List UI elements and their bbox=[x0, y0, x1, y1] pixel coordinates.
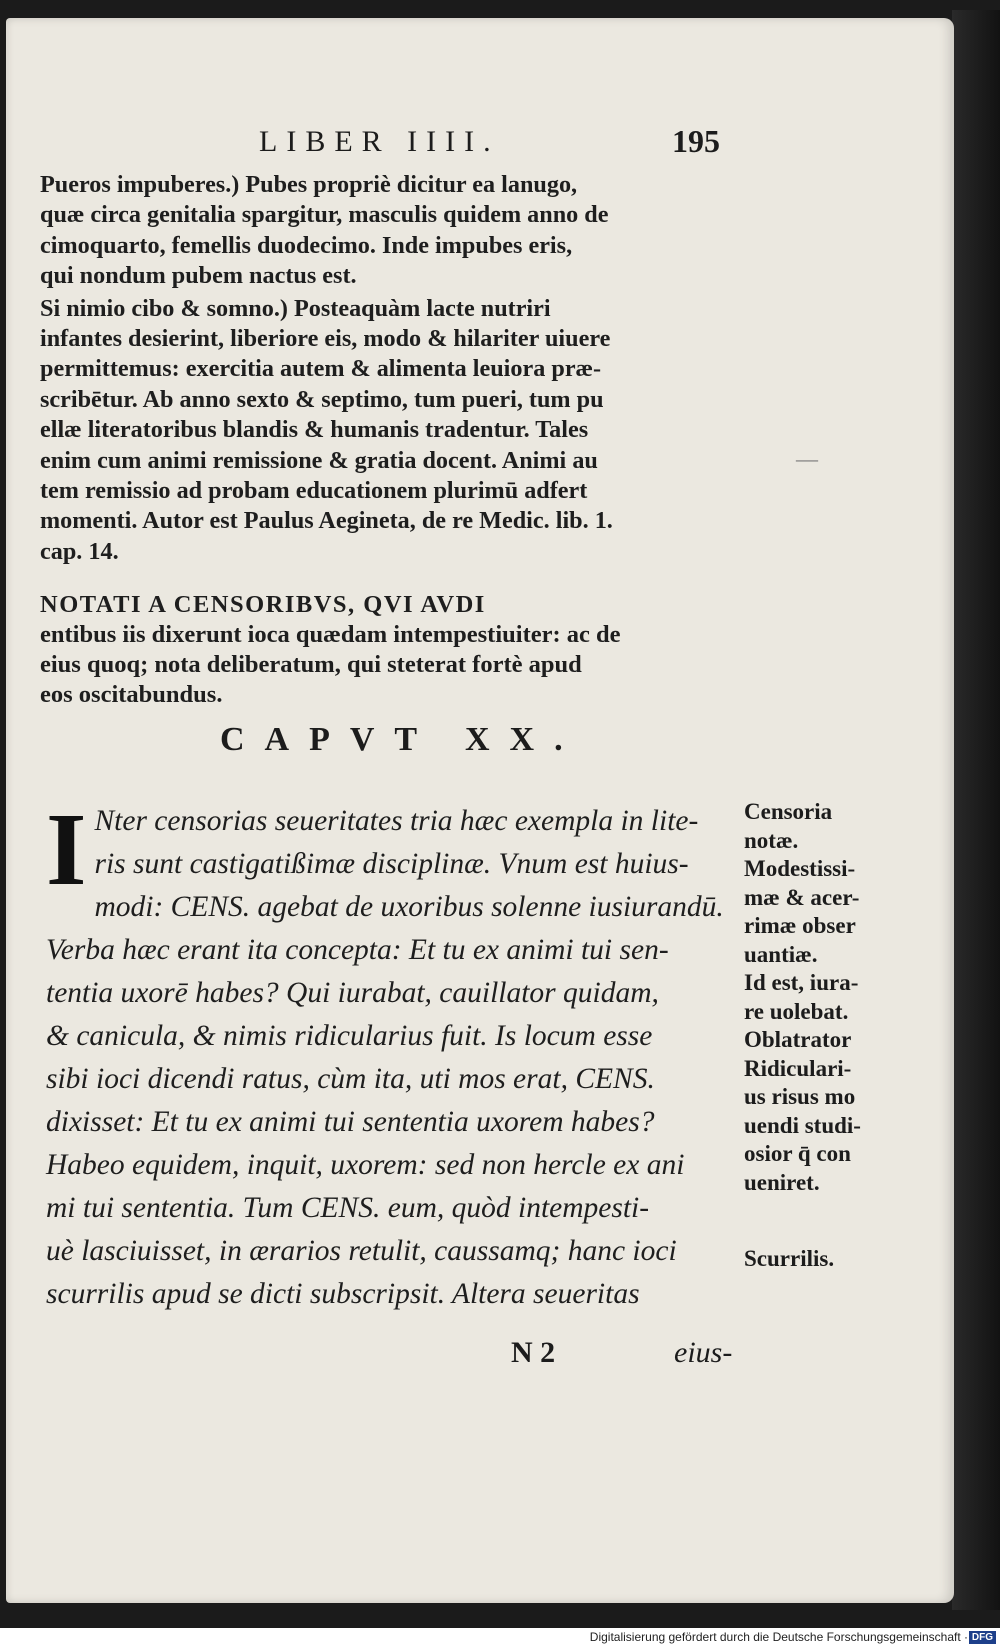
note-line: quæ circa genitalia spargitur, masculis quidem anno de bbox=[40, 201, 609, 229]
body-line: ris sunt castigatißimæ disciplinæ. Vnum est huius- bbox=[94, 848, 689, 880]
note-line: Si nimio cibo & somno.) Posteaquàm lacte nutriri bbox=[40, 294, 551, 322]
body-line: Nter censorias seueritates tria hæc exempla in lite- bbox=[94, 805, 699, 837]
heading-line: eos oscitabundus. bbox=[40, 681, 223, 708]
chapter-heading bbox=[40, 590, 740, 710]
body-line: mi tui sententia. Tum CENS. eum, quòd intempesti- bbox=[46, 1192, 650, 1224]
margin-mark: — bbox=[796, 446, 818, 471]
book-edge bbox=[952, 10, 1000, 1610]
margin-note-line: uantiæ. bbox=[744, 941, 818, 967]
heading-line: NOTATI A CENSORIBVS, QVI AVDI bbox=[40, 591, 486, 618]
signature-mark: N 2 bbox=[511, 1336, 556, 1369]
note-line: Pueros impuberes.) Pubes propriè dicitur ea lanugo, bbox=[40, 171, 578, 198]
margin-note-line: mæ & acer- bbox=[744, 884, 860, 910]
marginal-notes bbox=[744, 798, 904, 1274]
book-page bbox=[6, 18, 954, 1603]
footer-bar bbox=[0, 1628, 1000, 1650]
body-line: Habeo equidem, inquit, uxorem: sed non hercle ex ani bbox=[46, 1149, 685, 1181]
body-line: Verba hæc erant ita concepta: Et tu ex animi tui sen- bbox=[46, 934, 669, 966]
drop-cap: I bbox=[46, 792, 87, 907]
body-line: tentia uxorē habes? Qui iurabat, cauillator quidam, bbox=[46, 977, 659, 1009]
note-line: enim cum animi remissione & gratia docent. Animi au bbox=[40, 446, 598, 474]
heading-line: eius quoq; nota deliberatum, qui steterat fortè apud bbox=[40, 651, 582, 678]
note-line: qui nondum pubem nactus est. bbox=[40, 262, 357, 290]
margin-note-line: Id est, iura- bbox=[744, 970, 859, 995]
margin-note-line: ueniret. bbox=[744, 1169, 820, 1195]
margin-note-line: Censoria bbox=[744, 799, 833, 824]
chapter-title: CAPVT XX. bbox=[220, 721, 583, 758]
margin-note-line: us risus mo bbox=[744, 1084, 856, 1109]
margin-note-line: Oblatrator bbox=[744, 1027, 852, 1052]
dfg-logo: DFG bbox=[969, 1631, 996, 1644]
body-line: sibi ioci dicendi ratus, cùm ita, uti mos erat, CENS. bbox=[46, 1063, 655, 1095]
body-line: uè lasciuisset, in ærarios retulit, caussamq; hanc ioci bbox=[46, 1235, 677, 1267]
commentary-notes bbox=[40, 170, 740, 567]
note-line: cap. 14. bbox=[40, 537, 119, 565]
note-line: cimoquarto, femellis duodecimo. Inde impubes eris, bbox=[40, 231, 573, 259]
margin-note-line: osior q̄ con bbox=[744, 1141, 851, 1166]
margin-note-line: Ridiculari- bbox=[744, 1055, 852, 1081]
margin-note-line: notæ. bbox=[744, 827, 799, 853]
margin-note-line: Modestissi- bbox=[744, 856, 856, 881]
note-line: permittemus: exercitia autem & alimenta leuiora præ- bbox=[40, 355, 602, 383]
body-line: & canicula, & nimis ridicularius fuit. Is locum esse bbox=[46, 1020, 653, 1052]
margin-note-line: re uolebat. bbox=[744, 998, 849, 1024]
running-head: LIBER IIII. bbox=[259, 125, 500, 158]
body-line: scurrilis apud se dicti subscripsit. Altera seueritas bbox=[46, 1278, 640, 1310]
body-line: modi: CENS. agebat de uxoribus solenne iusiurandū. bbox=[94, 891, 724, 923]
funding-note: Digitalisierung gefördert durch die Deutsche Forschungsgemeinschaft · bbox=[589, 1630, 968, 1644]
body-line: dixisset: Et tu ex animi tui sententia uxorem habes? bbox=[46, 1106, 655, 1138]
note-line: infantes desierint, liberiore eis, modo & hilariter uiuere bbox=[40, 325, 611, 353]
page-number: 195 bbox=[672, 123, 720, 159]
note-pueros-impuberes bbox=[40, 170, 740, 292]
catchword: eius- bbox=[674, 1336, 733, 1369]
note-line: scribētur. Ab anno sexto & septimo, tum pueri, tum pu bbox=[40, 385, 604, 413]
note-line: momenti. Autor est Paulus Aegineta, de re Medic. lib. 1. bbox=[40, 507, 613, 535]
margin-note-line: Scurrilis. bbox=[744, 1246, 835, 1271]
note-line: tem remissio ad probam educationem plurimū adfert bbox=[40, 477, 588, 505]
note-line: ellæ literatoribus blandis & humanis tradentur. Tales bbox=[40, 416, 589, 444]
note-nimio-cibo bbox=[40, 294, 740, 568]
margin-note-line: rimæ obser bbox=[744, 913, 856, 938]
body-text bbox=[46, 792, 741, 1316]
margin-note-line: uendi studi- bbox=[744, 1112, 861, 1138]
heading-line: entibus iis dixerunt ioca quædam intempestiuiter: ac de bbox=[40, 621, 621, 648]
